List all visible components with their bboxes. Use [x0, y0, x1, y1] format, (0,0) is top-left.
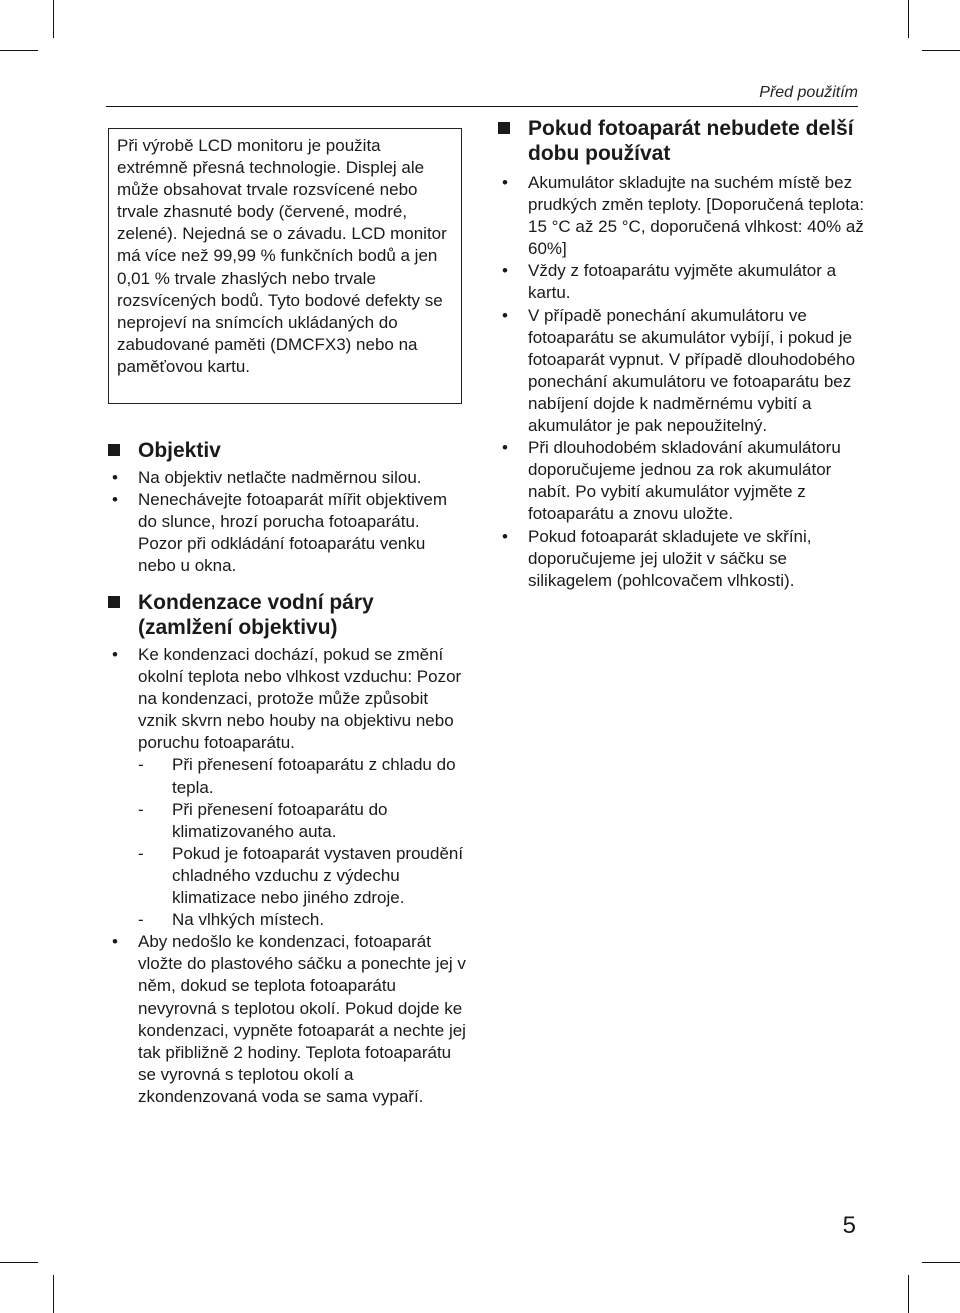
bullet-icon: • [112, 468, 118, 487]
heading-text: Objektiv [138, 439, 221, 462]
lcd-notice-text: Při výrobě LCD monitoru je použita extrémně přesná technologie. Displej ale může obsahovat trvale rozsvícené nebo trvale zhasnuté body (červené, modré, zelené). Nejedná se o závadu. LCD monitor má více než 99,99 % funkčních bodů a jen 0,01 % trvale zhaslých nebo trvale rozsvícených bodů. Tyto bodové defekty se neprojeví na snímcích ukládaných do zabudované paměti (DMCFX3) nebo na paměťovou kartu. [117, 136, 447, 376]
crop-mark [922, 50, 960, 51]
list-item [498, 172, 870, 260]
sub-list-item [138, 799, 422, 843]
square-bullet-icon [108, 596, 120, 608]
bullet-icon: • [112, 932, 118, 952]
sub-item-text: Na vlhkých místech. [172, 910, 325, 930]
sub-item-text: Pokud je fotoaparát vystaven proudění chladného vzduchu z výdechu klimatizace nebo jiného zdroje. [172, 843, 464, 908]
sub-list-item [138, 909, 466, 931]
bullet-icon: • [502, 526, 508, 546]
list-item [108, 467, 468, 489]
item-text: Vždy z fotoaparátu vyjměte akumulátor a kartu. [528, 261, 837, 303]
section-storage [498, 116, 865, 592]
dash-marker: - [138, 910, 144, 930]
section-heading [108, 438, 468, 463]
square-bullet-icon [498, 122, 510, 134]
list-item [108, 931, 468, 1108]
sub-list [138, 754, 466, 931]
bullet-icon: • [112, 490, 118, 510]
bullet-icon: • [502, 173, 508, 192]
section-objektiv [108, 438, 468, 577]
section-kondenzace [108, 590, 468, 1108]
heading-text: Pokud fotoaparát nebudete delší dobu používat [528, 117, 854, 165]
list-item [498, 260, 878, 304]
bullet-icon: • [502, 261, 508, 281]
sub-item-text: Při přenesení fotoaparátu z chladu do tepla. [172, 755, 456, 797]
crop-mark [53, 0, 54, 38]
item-text: Pokud fotoaparát skladujete ve skříni, doporučujeme jej uložit v sáčku se silikagelem (pohlcovačem vlhkosti). [528, 526, 812, 590]
item-text: Akumulátor skladujte na suchém místě bez prudkých změn teploty. [Doporučená teplota: 15 °C až 25 °C, doporučená vlhkost: 40% až 60%] [528, 173, 865, 259]
lcd-notice-box [108, 128, 462, 404]
item-text: Ke kondenzaci dochází, pokud se změní okolní teplota nebo vlhkost vzduchu: Pozor na kondenzaci, protože může způsobit vznik skvrn nebo houby na objektivu nebo poruchu fotoaparátu. [138, 645, 462, 753]
dash-marker: - [138, 755, 144, 775]
running-header: Před použitím [759, 84, 858, 101]
crop-mark [0, 50, 38, 51]
sub-list-item [138, 843, 472, 909]
page-number: 5 [842, 1212, 856, 1239]
crop-mark [908, 0, 909, 38]
section-heading [498, 116, 860, 166]
item-text: V případě ponechání akumulátoru ve fotoaparátu se akumulátor vybíjí, i pokud je fotoaparát vypnut. V případě dlouhodobého ponechání akumulátoru ve fotoaparátu bez nabíjení dojde k nadměrnému vybití a akumulátor je pak nepoužitelný. [528, 305, 856, 436]
header-rule [106, 106, 858, 107]
bullet-icon: • [112, 645, 118, 664]
square-bullet-icon [108, 444, 120, 456]
crop-mark [922, 1262, 960, 1263]
list-item [498, 437, 853, 525]
list-item [108, 644, 466, 931]
item-text: Na objektiv netlačte nadměrnou silou. [138, 468, 422, 487]
item-text: Aby nedošlo ke kondenzaci, fotoaparát vložte do plastového sáčku a ponechte jej v něm, dokud se teplota fotoaparátu nevyrovná s teplotou okolí. Pokud dojde ke kondenzaci, vypněte fotoaparát a nechte jej tak přibližně 2 hodiny. Teplota fotoaparátu se vyrovná s teplotou okolí a zkondenzovaná voda se sama vypaří. [138, 932, 466, 1106]
item-text: Nenechávejte fotoaparát mířit objektivem do slunce, hrozí porucha fotoaparátu. Pozor při odkládání fotoaparátu venku nebo u okna. [138, 490, 447, 576]
item-list [108, 467, 468, 577]
bullet-icon: • [502, 305, 508, 325]
item-list [498, 172, 865, 592]
crop-mark [53, 1275, 54, 1313]
item-list [108, 644, 468, 1108]
list-item [498, 305, 880, 438]
dash-marker: - [138, 799, 144, 819]
sub-list-item [138, 754, 462, 798]
dash-marker: - [138, 843, 144, 863]
crop-mark [0, 1262, 38, 1263]
heading-text: Kondenzace vodní páry (zamlžení objektivu) [138, 591, 374, 639]
list-item [498, 526, 868, 592]
section-heading [108, 590, 398, 640]
list-item [108, 489, 448, 577]
crop-mark [908, 1275, 909, 1313]
bullet-icon: • [502, 438, 508, 458]
sub-item-text: Při přenesení fotoaparátu do klimatizovaného auta. [172, 799, 388, 841]
item-text: Při dlouhodobém skladování akumulátoru doporučujeme jednou za rok akumulátor nabít. Po vybití akumulátor vyjměte z fotoaparátu a znovu uložte. [528, 438, 841, 524]
